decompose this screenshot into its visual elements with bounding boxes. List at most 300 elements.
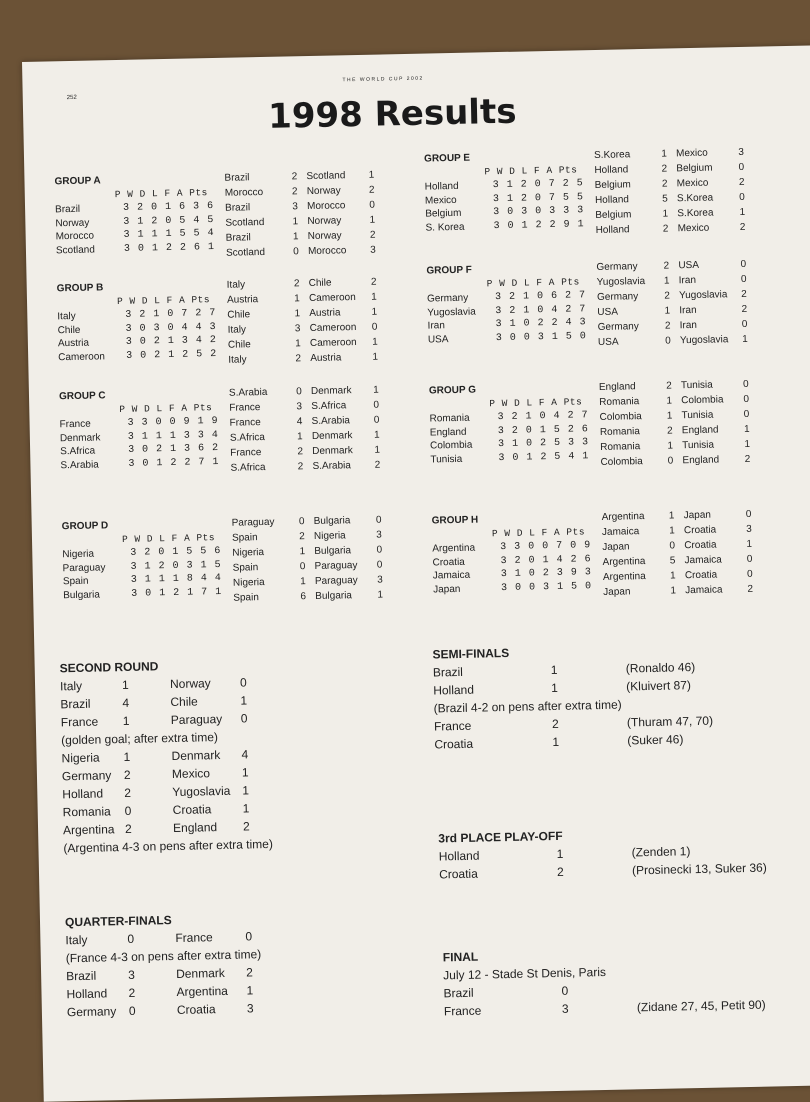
score: 4 (122, 693, 170, 712)
home-team: Italy (227, 277, 285, 293)
team: France (61, 712, 123, 731)
team-name: S.Africa (60, 444, 128, 459)
team-stats: 3 0 1 2 5 4 1 (498, 450, 589, 465)
away-score: 2 (743, 582, 757, 597)
home-score: 0 (656, 333, 680, 348)
home-team: Colombia (599, 409, 657, 425)
away-team: S.Arabia (312, 458, 370, 474)
away-score: 2 (366, 228, 380, 243)
book-page (22, 45, 810, 1102)
standings-row (56, 241, 215, 258)
score: 0 (245, 927, 265, 945)
home-team: Italy (228, 352, 286, 368)
team-stats: 3 1 0 2 2 4 3 (495, 316, 586, 331)
group-label: GROUP F (426, 265, 472, 277)
away-score: 0 (372, 542, 386, 557)
home-score: 2 (285, 276, 309, 291)
score: 2 (128, 983, 176, 1002)
away-score: 2 (735, 220, 749, 235)
away-score: 2 (735, 175, 749, 190)
team: Denmark (176, 964, 246, 983)
home-score: 2 (658, 423, 682, 438)
home-score: 2 (656, 318, 680, 333)
home-score: 2 (283, 184, 307, 199)
away-score: 0 (742, 552, 756, 567)
home-score: 1 (652, 146, 676, 161)
standings-row (63, 585, 222, 602)
score: 2 (125, 819, 173, 838)
knockout-stage (22, 45, 810, 62)
standings-header: P W D L F A Pts (484, 164, 577, 177)
home-score: 1 (284, 229, 308, 244)
score: 2 (243, 817, 263, 835)
score: 1 (242, 799, 262, 817)
standings-header: P W D L F A Pts (119, 402, 212, 415)
home-team: Spain (232, 559, 290, 575)
team-name: Denmark (60, 430, 128, 445)
away-team: Norway (308, 228, 366, 244)
home-score: 1 (288, 429, 312, 444)
home-team: Morocco (225, 185, 283, 201)
home-score: 1 (285, 306, 309, 321)
team-name: Croatia (432, 555, 500, 570)
score: 0 (125, 801, 173, 820)
home-team: Brazil (224, 170, 282, 186)
team: Croatia (439, 863, 557, 883)
score: 1 (240, 691, 260, 709)
standings-table (62, 545, 222, 602)
away-team: Norway (307, 213, 365, 229)
group-label: GROUP H (432, 515, 479, 527)
away-team: Cameroon (309, 290, 367, 306)
standings-table (432, 539, 592, 596)
score: 0 (240, 673, 260, 691)
home-score: 2 (282, 169, 306, 184)
scorers: (Suker 46) (627, 730, 683, 749)
away-team: Scotland (306, 168, 364, 184)
team-name: Norway (55, 215, 123, 230)
away-team: Mexico (677, 220, 735, 236)
standings-table (429, 409, 589, 466)
home-team: Nigeria (232, 544, 290, 560)
standings-header: P W D L F A Pts (117, 294, 210, 307)
away-score: 2 (737, 287, 751, 302)
home-team: Brazil (226, 230, 284, 246)
team-stats: 3 0 3 0 4 4 3 (125, 320, 216, 335)
home-team: Romania (600, 424, 658, 440)
score: 2 (124, 765, 172, 784)
team-stats: 3 1 0 2 5 3 3 (498, 436, 589, 451)
away-score: 2 (737, 302, 751, 317)
away-score: 0 (739, 407, 753, 422)
team-stats: 3 3 0 0 9 1 9 (127, 415, 218, 430)
standings-table (57, 307, 217, 364)
match-list (594, 145, 750, 238)
home-score: 1 (291, 574, 315, 589)
team-stats: 3 0 1 2 2 7 1 (128, 455, 219, 470)
away-score: 0 (365, 198, 379, 213)
standings-table (55, 200, 215, 257)
home-score: 3 (285, 321, 309, 336)
scorers: (Prosinecki 13, Suker 36) (632, 859, 767, 880)
team: France (444, 1000, 562, 1020)
team-stats: 3 2 0 1 5 2 6 (498, 423, 589, 438)
team-name: Iran (427, 318, 495, 333)
away-score: 0 (739, 392, 753, 407)
standings-table (425, 177, 585, 234)
away-team: S.Korea (677, 205, 735, 221)
away-team: Paraguay (314, 558, 372, 574)
away-score: 1 (740, 437, 754, 452)
group-stage (22, 45, 810, 62)
scorers: (Thuram 47, 70) (627, 712, 713, 732)
home-score: 1 (655, 273, 679, 288)
away-team: Croatia (685, 567, 743, 583)
team-stats: 3 0 1 2 2 6 1 (124, 241, 215, 256)
home-score: 2 (655, 288, 679, 303)
away-score: 1 (368, 350, 382, 365)
away-team: Colombia (681, 392, 739, 408)
team: Brazil (443, 982, 561, 1002)
away-score: 1 (369, 383, 383, 398)
home-team: S.Korea (594, 147, 652, 163)
away-score: 0 (743, 567, 757, 582)
home-score: 1 (653, 206, 677, 221)
match-row (228, 350, 382, 368)
away-score: 1 (370, 428, 384, 443)
running-header: THE WORLD CUP 2002 (342, 76, 423, 84)
team-stats: 3 1 2 0 7 2 5 (493, 177, 584, 192)
standings-header: P W D L F A Pts (489, 396, 582, 409)
home-score: 3 (287, 399, 311, 414)
scorers: (Ronaldo 46) (626, 658, 696, 677)
standings-row (60, 455, 219, 472)
home-team: Scotland (226, 245, 284, 261)
score: 2 (552, 713, 627, 733)
scorers: (Zenden 1) (631, 842, 690, 861)
team-stats: 3 0 2 1 3 6 2 (128, 442, 219, 457)
team-name: Nigeria (62, 547, 130, 562)
score: 1 (557, 843, 632, 863)
match-row (230, 457, 384, 475)
section-title: 3rd PLACE PLAY-OFF (438, 823, 766, 848)
home-score: 0 (290, 514, 314, 529)
home-score: 0 (290, 559, 314, 574)
home-score: 1 (655, 303, 679, 318)
venue: July 12 - Stade St Denis, Paris (443, 960, 765, 985)
home-team: Scotland (225, 215, 283, 231)
away-team: Cameroon (309, 320, 367, 336)
standings-header: P W D L F A Pts (122, 532, 215, 545)
team-name: England (430, 425, 498, 440)
score: 1 (551, 677, 626, 697)
home-team: Romania (599, 394, 657, 410)
home-score: 2 (290, 529, 314, 544)
away-team: Tunisia (681, 407, 739, 423)
home-team: Holland (595, 222, 653, 238)
home-score: 5 (653, 191, 677, 206)
team-name: S.Arabia (60, 457, 128, 472)
team-name: Italy (57, 309, 125, 324)
away-team: Belgium (676, 160, 734, 176)
home-score: 0 (658, 453, 682, 468)
team-stats: 3 1 1 1 5 5 4 (124, 227, 215, 242)
score: 2 (124, 783, 172, 802)
team: Argentina (63, 820, 125, 839)
team: Germany (62, 766, 124, 785)
home-team: Argentina (603, 569, 661, 585)
semi-finals-section (432, 640, 713, 754)
match-row (226, 243, 380, 261)
home-team: Romania (600, 439, 658, 455)
team-name: Yugoslavia (427, 305, 495, 320)
away-team: Chile (309, 275, 367, 291)
team-name: Holland (425, 179, 493, 194)
team: Holland (433, 679, 551, 699)
score: 0 (129, 1001, 177, 1020)
team-stats: 3 1 2 0 5 4 5 (123, 214, 214, 229)
away-team: Croatia (684, 537, 742, 553)
team-stats: 3 2 0 1 4 2 6 (500, 553, 591, 568)
score: 1 (242, 781, 262, 799)
away-team: S.Arabia (311, 413, 369, 429)
away-team: Iran (680, 317, 738, 333)
away-score: 1 (368, 335, 382, 350)
section-title: QUARTER-FINALS (65, 909, 265, 931)
away-score: 1 (735, 205, 749, 220)
match-list (232, 512, 388, 605)
team-name: Germany (427, 291, 495, 306)
team-stats: 3 2 1 0 7 2 7 (125, 307, 216, 322)
home-team: S.Africa (230, 460, 288, 476)
away-score: 1 (370, 443, 384, 458)
standings-header: P W D L F A Pts (487, 276, 580, 289)
home-score: 2 (288, 444, 312, 459)
home-team: S.Arabia (229, 385, 287, 401)
team-stats: 3 1 0 2 3 9 3 (501, 566, 592, 581)
scorers: (Kluivert 87) (626, 676, 691, 695)
home-team: Italy (228, 322, 286, 338)
team: England (173, 818, 243, 837)
away-team: Norway (307, 183, 365, 199)
team-stats: 3 3 0 0 7 0 9 (500, 539, 591, 554)
home-score: 2 (652, 161, 676, 176)
away-score: 0 (372, 557, 386, 572)
group-label: GROUP B (57, 282, 104, 294)
team-name: Austria (58, 336, 126, 351)
team-stats: 3 0 3 0 3 3 3 (493, 204, 584, 219)
home-team: S.Africa (230, 430, 288, 446)
result-note: (Argentina 4-3 on pens after extra time) (63, 835, 273, 857)
team: Argentina (176, 982, 246, 1001)
home-score: 1 (659, 508, 683, 523)
score: 0 (127, 929, 175, 948)
team-name: Cameroon (58, 349, 126, 364)
away-team: S.Africa (311, 398, 369, 414)
team-name: Colombia (430, 438, 498, 453)
team: Chile (170, 692, 240, 711)
away-score: 1 (367, 305, 381, 320)
away-score: 3 (373, 572, 387, 587)
group-label: GROUP C (59, 390, 106, 402)
team-name: Tunisia (430, 452, 498, 467)
away-score: 0 (741, 507, 755, 522)
home-team: England (599, 379, 657, 395)
home-team: Brazil (225, 200, 283, 216)
team-stats: 3 0 2 1 3 4 2 (126, 334, 217, 349)
team: Brazil (60, 694, 122, 713)
home-score: 1 (661, 583, 685, 598)
away-team: Morocco (308, 243, 366, 259)
home-score: 4 (287, 414, 311, 429)
quarter-finals-section (65, 909, 267, 1021)
away-team: Iran (679, 272, 737, 288)
page-number: 252 (67, 95, 77, 101)
home-team: Austria (227, 292, 285, 308)
away-team: Bulgaria (314, 543, 372, 559)
team-name: France (59, 417, 127, 432)
home-score: 2 (653, 221, 677, 236)
home-score: 1 (658, 438, 682, 453)
away-score: 1 (742, 537, 756, 552)
team: France (434, 715, 552, 735)
home-team: Germany (598, 319, 656, 335)
team-name: Chile (57, 322, 125, 337)
team-stats: 3 2 0 1 5 5 6 (130, 545, 221, 560)
home-team: Japan (602, 539, 660, 555)
away-team: S.Korea (677, 190, 735, 206)
result-note: (Brazil 4-2 on pens after extra time) (433, 694, 712, 718)
team: Croatia (173, 800, 243, 819)
home-team: Argentina (602, 509, 660, 525)
team-stats: 3 0 1 2 1 7 1 (131, 585, 222, 600)
home-team: Belgium (595, 207, 653, 223)
standings-row (433, 580, 592, 597)
team-stats: 3 1 2 0 3 1 5 (130, 558, 221, 573)
away-team: Jamaica (684, 552, 742, 568)
away-team: Bulgaria (314, 513, 372, 529)
home-score: 0 (284, 244, 308, 259)
result-note: (France 4-3 on pens after extra time) (66, 945, 266, 967)
team-stats: 3 1 1 1 8 4 4 (131, 572, 222, 587)
away-team: Yugoslavia (679, 287, 737, 303)
away-team: Yugoslavia (680, 332, 738, 348)
away-team: Tunisia (682, 437, 740, 453)
score: 0 (241, 709, 261, 727)
group-label: GROUP D (62, 520, 109, 532)
standings-row (428, 330, 587, 347)
away-score: 3 (742, 522, 756, 537)
home-team: Holland (594, 162, 652, 178)
team-stats: 3 0 2 1 2 5 2 (126, 347, 217, 362)
team: France (175, 928, 245, 947)
home-score: 1 (286, 336, 310, 351)
score: 1 (246, 981, 266, 999)
final-section (443, 942, 766, 1021)
away-score: 0 (369, 413, 383, 428)
home-score: 5 (660, 553, 684, 568)
section-title: SECOND ROUND (60, 655, 270, 677)
away-score: 0 (737, 317, 751, 332)
home-team: Jamaica (602, 524, 660, 540)
home-score: 1 (283, 214, 307, 229)
home-team: Chile (227, 307, 285, 323)
away-score: 3 (366, 243, 380, 258)
team: Brazil (433, 661, 551, 681)
result-note: (golden goal; after extra time) (61, 727, 271, 749)
score: 3 (128, 965, 176, 984)
team: Yugoslavia (172, 782, 242, 801)
team: Italy (65, 930, 127, 949)
standings-row (430, 450, 589, 467)
team-stats: 3 1 2 0 7 5 5 (493, 191, 584, 206)
section-title: SEMI-FINALS (432, 640, 711, 664)
home-team: Nigeria (233, 574, 291, 590)
home-team: Chile (228, 337, 286, 353)
away-score: 0 (367, 320, 381, 335)
home-score: 2 (657, 378, 681, 393)
home-team: USA (597, 304, 655, 320)
away-score: 2 (367, 275, 381, 290)
away-team: USA (678, 257, 736, 273)
score: 2 (246, 963, 266, 981)
match-list (224, 168, 380, 261)
home-team: Germany (597, 289, 655, 305)
score: 3 (562, 998, 637, 1018)
home-team: France (229, 400, 287, 416)
score: 0 (561, 980, 636, 1000)
away-team: Bulgaria (315, 588, 373, 604)
away-team: Mexico (676, 145, 734, 161)
group-label: GROUP G (429, 385, 476, 397)
score: 1 (122, 675, 170, 694)
away-team: Croatia (684, 522, 742, 538)
home-team: France (230, 445, 288, 461)
away-score: 1 (738, 332, 752, 347)
team-stats: 3 0 0 3 1 5 0 (501, 580, 592, 595)
home-team: Belgium (595, 177, 653, 193)
standings-header: P W D L F A Pts (492, 526, 585, 539)
home-score: 1 (657, 408, 681, 423)
home-score: 1 (661, 568, 685, 583)
home-score: 1 (290, 544, 314, 559)
away-team: Cameroon (310, 335, 368, 351)
home-score: 0 (287, 384, 311, 399)
match-row (603, 582, 757, 600)
home-score: 1 (660, 523, 684, 538)
team-stats: 3 0 1 2 2 9 1 (493, 218, 584, 233)
away-score: 0 (369, 398, 383, 413)
match-row (598, 332, 752, 350)
match-list (596, 257, 752, 350)
standings-table (59, 415, 219, 472)
match-row (600, 452, 754, 470)
away-team: Austria (310, 350, 368, 366)
home-team: USA (598, 334, 656, 350)
away-score: 0 (739, 377, 753, 392)
away-score: 3 (372, 527, 386, 542)
score: 3 (247, 999, 267, 1017)
home-team: Yugoslavia (597, 274, 655, 290)
away-score: 0 (734, 160, 748, 175)
score: 2 (557, 861, 632, 881)
away-team: England (682, 452, 740, 468)
away-score: 2 (370, 457, 384, 472)
away-score: 1 (740, 422, 754, 437)
away-team: Denmark (311, 383, 369, 399)
home-team: Spain (232, 529, 290, 545)
match-list (602, 507, 758, 600)
